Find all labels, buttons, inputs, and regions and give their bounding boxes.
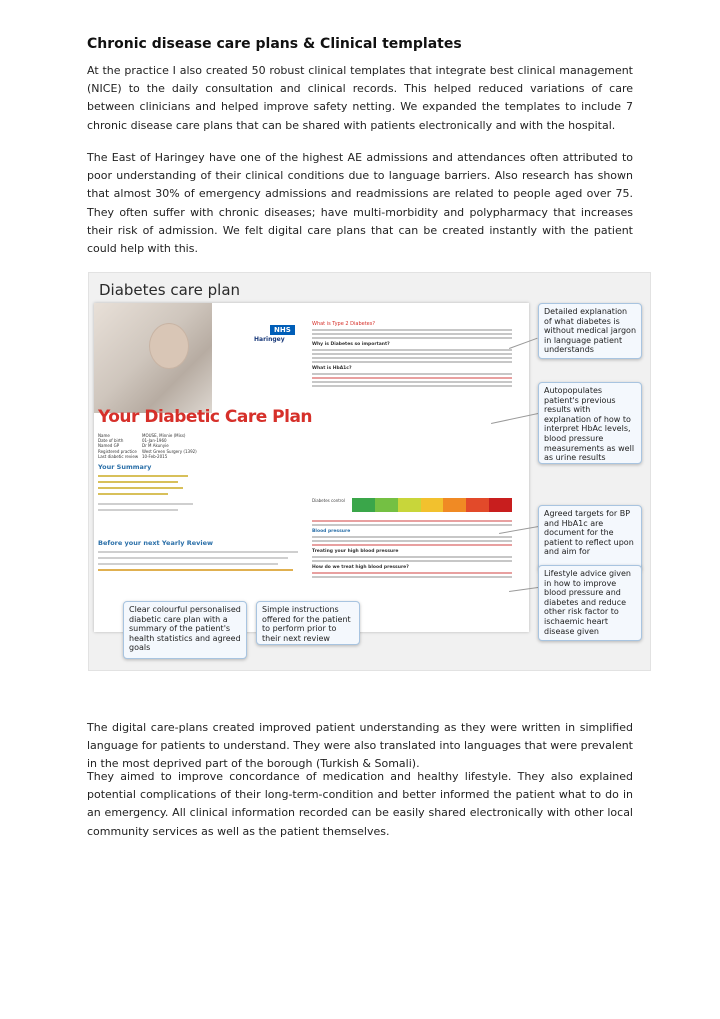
paragraph-concordance: They aimed to improve concordance of medication and healthy lifestyle. They also explained potential complications of their long-term-condition and better informed the patient what to do in an emergency. All clinical information recorded can be easily shared electronically with other local community services as well as the patient themselves. [87,770,633,838]
text-line [312,373,512,375]
care-plan-figure [88,272,651,671]
callout-simple-instructions: Simple instructions offered for the patient to perform prior to their next review [256,601,360,645]
callout-lifestyle-advice: Lifestyle advice given in how to improve blood pressure and diabetes and reduce other risk factor to ischaemic heart disease given [538,565,642,641]
section-heading: Blood pressure [312,529,351,534]
text-line [312,540,512,542]
text-line [312,576,512,578]
text-line [312,333,512,335]
detail-row: Date of birth 01-Jan-1960 [98,438,167,444]
plan-title: Your Diabetic Care Plan [98,407,313,427]
text-line [312,556,512,558]
patient-photo [94,303,212,413]
text-line [312,357,512,359]
care-plan-document [94,303,529,632]
section-heading: How do we treat high blood pressure? [312,565,409,570]
section-heading: Why is Diabetes so important? [312,342,390,347]
scale-band [398,498,421,512]
text-line [312,381,512,383]
section-heading: Treating your high blood pressure [312,549,399,554]
review-line [98,557,288,559]
paragraph-templates: At the practice I also created 50 robust clinical templates that integrate best clinical management (NICE) to the daily consultation and clinical records. This helped reduced variations of care between clinicians and helped improve safety netting. We expanded the templates to include 7 chronic disease care plans that can be shared with patients electronically and with the hospital. [87,64,633,132]
summary-line [98,509,178,511]
summary-line [98,487,183,489]
bp-column [312,518,512,580]
review-line [98,563,278,565]
scale-band [489,498,512,512]
paragraph-haringey: The East of Haringey have one of the highest AE admissions and attendances often attributed to poor understanding of their clinical conditions due to language barriers. Also research has shown that almost 30% of emergency admissions and readmissions are related to people aged over 75. They often suffer with chronic diseases; have multi-morbidity and polypharmacy that increases their risk of admission. We felt digital care plans that can be created instantly with the patient could help with this. [87,151,633,256]
summary-line [98,481,178,483]
scale-band [421,498,444,512]
patient-photo-head [149,323,189,369]
summary-line [98,475,188,477]
detail-row: Registered practice West Green Surgery (1392) [98,448,197,454]
review-line [98,569,293,571]
review-line [98,551,298,553]
summary-line [98,503,193,505]
scale-band [352,498,375,512]
text-line [312,560,512,562]
section-heading: What is Type 2 Diabetes? [312,321,376,327]
text-line [312,377,512,379]
text-line [312,572,512,574]
summary-heading: Your Summary [98,463,152,471]
org-name: Haringey [254,336,285,343]
scale-band [443,498,466,512]
review-heading: Before your next Yearly Review [98,539,214,547]
callout-personalised-plan: Clear colourful personalised diabetic care plan with a summary of the patient's health statistics and agreed goals [123,601,247,659]
text-line [312,337,512,339]
scale-label: Diabetes control [312,498,345,503]
nhs-logo: NHS [270,325,295,335]
text-line [312,353,512,355]
explanation-column [312,321,512,389]
detail-row: Name MOUSE, Minnie (Miss) [98,433,186,438]
callout-previous-results: Autopopulates patient's previous results with explanation of how to interpret HbAc levels, blood pressure measurements as well as urine results [538,382,642,464]
text-line [312,349,512,351]
text-line [312,544,512,546]
text-line [312,520,512,522]
paragraph-understanding: The digital care-plans created improved patient understanding as they were written in simplified language for patients to understand. They were also translated into languages that were prevalent in the most deprived part of the borough (Turkish & Somali). [87,721,633,771]
text-line [312,524,512,526]
callout-explanation: Detailed explanation of what diabetes is without medical jargon in language patient understands [538,303,642,359]
callout-agreed-targets: Agreed targets for BP and HbA1c are document for the patient to reflect upon and aim for [538,505,642,571]
patient-details [98,433,197,459]
scale-band [466,498,489,512]
section-heading: What is HbA1c? [312,366,352,371]
page-heading: Chronic disease care plans & Clinical templates [87,36,462,52]
detail-row: Named GP Dr M Akunyie [98,443,169,449]
text-line [312,361,512,363]
detail-row: Last diabetic review 10-Feb-2015 [98,453,168,459]
text-line [312,385,512,387]
text-line [312,329,512,331]
figure-title: Diabetes care plan [99,281,241,299]
hba1c-scale [352,498,512,512]
text-line [312,536,512,538]
scale-band [375,498,398,512]
summary-line [98,493,168,495]
